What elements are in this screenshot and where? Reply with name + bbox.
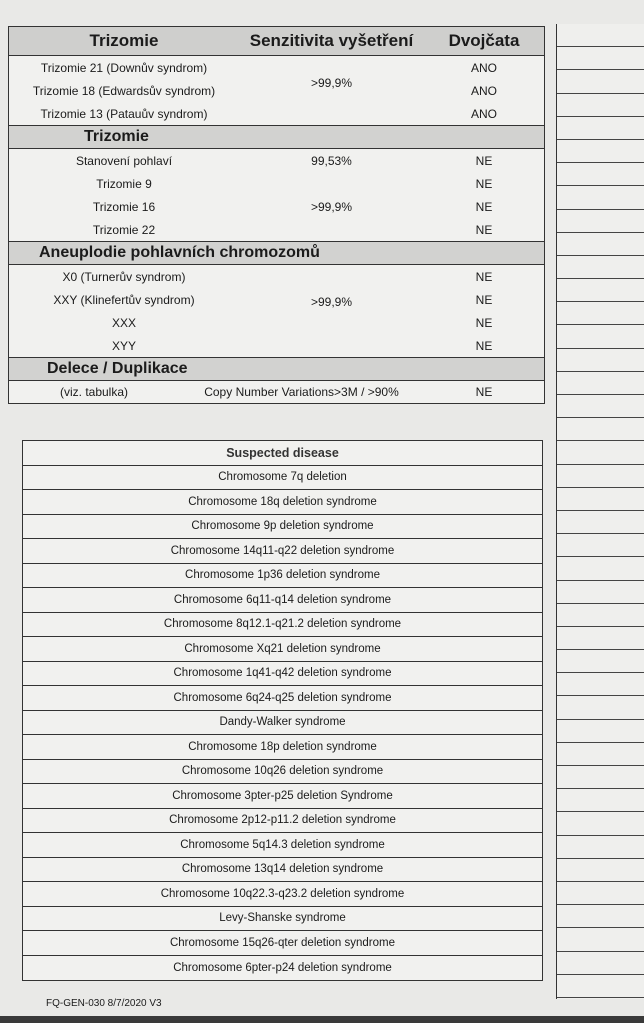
table-row [9, 311, 544, 334]
table-row [9, 334, 544, 357]
group-sensitivity: >99,9% [310, 76, 353, 90]
list-item: Chromosome 6q24-q25 deletion syndrome [23, 686, 542, 711]
empty-row-line [557, 650, 644, 673]
empty-row-line [557, 882, 644, 905]
row-twins: NE [475, 176, 493, 191]
empty-row-line [557, 117, 644, 140]
table-row [9, 381, 544, 403]
empty-row-line [557, 859, 644, 882]
empty-row-line [557, 349, 644, 372]
group-sensitivity: >99,9% [310, 295, 353, 309]
header-sensitivity: Senzitivita vyšetření [249, 31, 414, 50]
empty-row-line [557, 581, 644, 604]
empty-row-line [557, 488, 644, 511]
empty-row-line [557, 465, 644, 488]
empty-row-line [557, 186, 644, 209]
row-name: Trizomie 16 [92, 199, 156, 214]
list-item: Chromosome 1p36 deletion syndrome [23, 564, 542, 589]
empty-row-line [557, 696, 644, 719]
empty-row-line [557, 952, 644, 975]
table-header: Suspected disease [23, 441, 542, 466]
list-item: Chromosome 9p deletion syndrome [23, 515, 542, 540]
table-row [9, 102, 544, 125]
empty-row-line [557, 418, 644, 441]
row-name: XXX [111, 315, 136, 330]
list-item: Chromosome 10q26 deletion syndrome [23, 760, 542, 785]
list-item: Chromosome 2p12-p11.2 deletion syndrome [23, 809, 542, 834]
empty-row-line [557, 210, 644, 233]
table-row [9, 195, 544, 218]
row-name: Trizomie 13 (Patauův syndrom) [40, 106, 208, 121]
sensitivity-table [8, 26, 545, 404]
list-item: Chromosome 13q14 deletion syndrome [23, 858, 542, 883]
group-main-trisomies [9, 56, 544, 125]
empty-row-line [557, 534, 644, 557]
empty-row-line [557, 604, 644, 627]
empty-row-line [557, 905, 644, 928]
empty-row-line [557, 24, 644, 47]
adjacent-table-edge [556, 24, 644, 999]
row-name: Stanovení pohlaví [75, 153, 173, 168]
row-sensitivity: 99,53% [311, 153, 352, 168]
table-row [9, 149, 544, 172]
document-code: FQ-GEN-030 8/7/2020 V3 [46, 998, 162, 1009]
header-trizomie: Trizomie [89, 31, 159, 50]
empty-row-line [557, 766, 644, 789]
row-twins: NE [475, 199, 493, 214]
list-item: Dandy-Walker syndrome [23, 711, 542, 736]
empty-row-line [557, 928, 644, 951]
empty-row-line [557, 279, 644, 302]
row-name: X0 (Turnerův syndrom) [62, 269, 186, 284]
empty-row-line [557, 302, 644, 325]
row-twins: NE [475, 222, 493, 237]
empty-row-line [557, 812, 644, 835]
list-item: Chromosome 5q14.3 deletion syndrome [23, 833, 542, 858]
section-title: Trizomie [84, 128, 149, 145]
row-name: (viz. tabulka) [59, 385, 129, 399]
section-header [9, 241, 544, 265]
empty-row-line [557, 372, 644, 395]
section-title: Aneuplodie pohlavních chromozomů [39, 244, 320, 261]
list-item: Chromosome 6q11-q14 deletion syndrome [23, 588, 542, 613]
list-item: Chromosome 18q deletion syndrome [23, 490, 542, 515]
row-twins: ANO [470, 83, 497, 98]
row-name: XXY (Klinefertův syndrom) [53, 292, 195, 307]
row-name: Trizomie 9 [96, 176, 152, 191]
row-name: Trizomie 21 (Downův syndrom) [40, 60, 208, 75]
section-header [9, 125, 544, 149]
empty-row-line [557, 256, 644, 279]
empty-row-line [557, 557, 644, 580]
list-item: Chromosome 1q41-q42 deletion syndrome [23, 662, 542, 687]
table-row [9, 265, 544, 288]
list-item: Chromosome 10q22.3-q23.2 deletion syndrome [23, 882, 542, 907]
row-twins: NE [475, 153, 493, 168]
row-name: Trizomie 18 (Edwardsův syndrom) [32, 83, 216, 98]
row-sensitivity: >99,9% [310, 199, 353, 214]
row-twins: ANO [470, 106, 497, 121]
group-other-trisomies [9, 149, 544, 241]
empty-row-line [557, 325, 644, 348]
list-item: Chromosome 3pter-p25 deletion Syndrome [23, 784, 542, 809]
list-item: Chromosome 8q12.1-q21.2 deletion syndrome [23, 613, 542, 638]
list-item: Chromosome 14q11-q22 deletion syndrome [23, 539, 542, 564]
row-name: XYY [111, 338, 136, 353]
empty-row-line [557, 70, 644, 93]
empty-row-line [557, 720, 644, 743]
section-title: Delece / Duplikace [47, 360, 188, 377]
empty-row-line [557, 441, 644, 464]
empty-row-line [557, 975, 644, 998]
empty-row-line [557, 140, 644, 163]
list-item: Chromosome Xq21 deletion syndrome [23, 637, 542, 662]
empty-row-line [557, 743, 644, 766]
row-twins: NE [475, 269, 493, 284]
empty-row-line [557, 511, 644, 534]
group-sex-chromosomes [9, 265, 544, 357]
table-row [9, 218, 544, 241]
empty-row-line [557, 233, 644, 256]
empty-row-line [557, 395, 644, 418]
empty-row-line [557, 47, 644, 70]
suspected-disease-table [22, 440, 543, 981]
row-twins: NE [475, 315, 493, 330]
row-twins: NE [475, 292, 493, 307]
bottom-edge [0, 1016, 644, 1023]
header-twins: Dvojčata [448, 31, 520, 50]
empty-row-line [557, 627, 644, 650]
list-item: Chromosome 6pter-p24 deletion syndrome [173, 961, 392, 974]
list-item: Levy-Shanske syndrome [23, 907, 542, 932]
table-row [9, 172, 544, 195]
empty-row-line [557, 673, 644, 696]
list-item: Chromosome 7q deletion [23, 466, 542, 491]
empty-row-line [557, 836, 644, 859]
empty-row-line [557, 94, 644, 117]
list-item: Chromosome 18p deletion syndrome [23, 735, 542, 760]
list-item: Chromosome 15q26-qter deletion syndrome [23, 931, 542, 956]
empty-row-line [557, 789, 644, 812]
empty-row-line [557, 163, 644, 186]
row-twins: ANO [470, 60, 497, 75]
row-twins: NE [475, 338, 493, 353]
row-sensitivity: Copy Number Variations>3M / >90% [204, 385, 399, 399]
section-header [9, 357, 544, 381]
row-twins: NE [475, 385, 493, 399]
table-header [9, 27, 544, 56]
row-name: Trizomie 22 [92, 222, 156, 237]
